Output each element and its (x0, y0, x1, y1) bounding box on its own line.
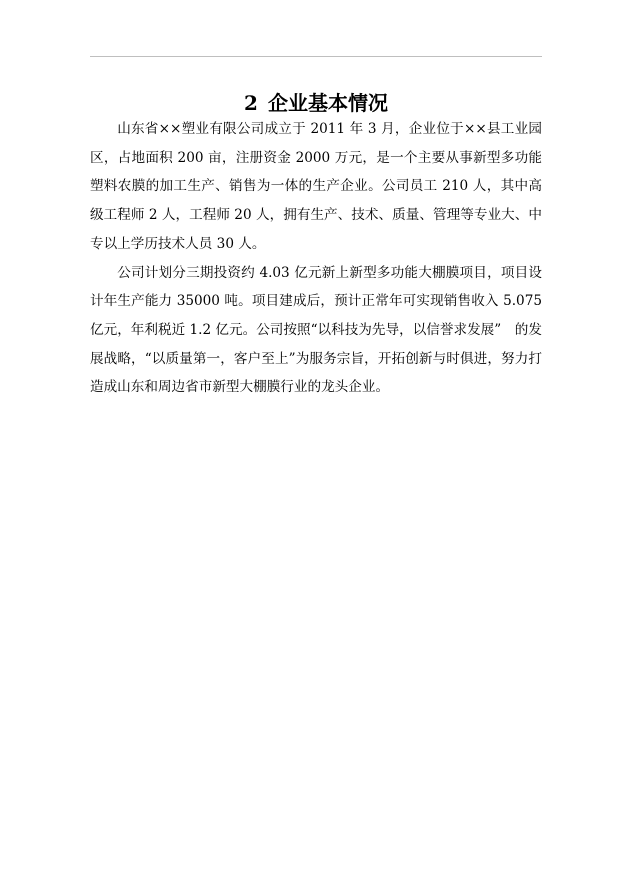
body-text (90, 115, 542, 402)
paragraph-company-overview: 山东省××塑业有限公司成立于 2011 年 3 月，企业位于××县工业园区，占地面积 200 亩，注册资金 2000 万元，是一个主要从事新型多功能塑料农膜的加工生产、销售为一体的生产企业。公司员工 210 人，其中高级工程师 2 人，工程师 20 人，拥有生产、技术、质量、管理等专业大、中专以上学历技术人员 30 人。 (90, 121, 542, 252)
header-rule (90, 56, 542, 57)
section-number: 2 (244, 91, 258, 116)
section-title: 企业基本情况 (267, 91, 388, 116)
paragraph-investment-plan: 公司计划分三期投资约 4.03 亿元新上新型多功能大棚膜项目，项目设计年生产能力 35000 吨。项目建成后，预计正常年可实现销售收入 5.075 亿元，年利税近 1.2 亿元。公司按照“以科技为先导，以信誉求发展” 的发展战略，“以质量第一，客户至上”为服务宗旨，开拓创新与时俱进，努力打造成山东和周边省市新型大棚膜行业的龙头企业。 (90, 264, 542, 396)
